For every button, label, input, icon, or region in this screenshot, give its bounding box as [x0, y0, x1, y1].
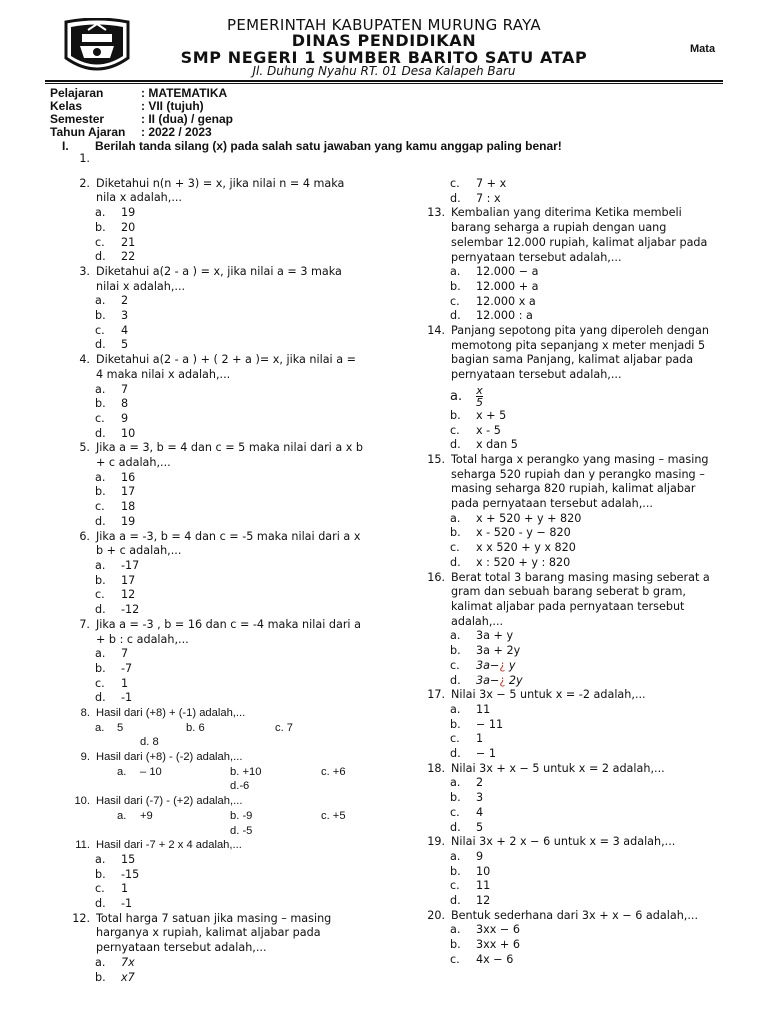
left-column: 1. 2. Diketahui n(n + 3) = x, jika nilai n = 4 maka nila x adalah,... a. 19 b. 20 c. 21 d. 22 3. Diketahui a(2 - a ) = x, jika nilai a = 3 maka nilai x adalah,... a. 2 b. 3 c. 4 d. 5 4. Diketahui a(2 - a ) + ( 2 + a )= x, jika nilai a = 4 maka nilai x adalah,... a. 7 b. 8 c. 9 d. 10 5. Jika a = 3, b = 4 dan c = 5 maka nilai dari a x b + c adalah,... a. 16 b. 17 c. 18 d. 19 6. Jika a = -3, b = 4 dan c = -5 maka nilai dari a x b + c adalah,... a. -17 b. 17 c. 12 d. -12 7. Jika a = -3 , b = 16 dan c = -4 maka nilai dari a + b : c adalah,... a. 7 b. -7 c. 1 d. -1 8. Hasil dari (+8) + (-1) adalah,... a. 5 b. 6 c. 7 d. 8 9. Hasil dari (+8) - (-2) adalah,... a. – 10 b. +10 c. +6 d.-6 10. Hasil dari (-7) - (+2) adalah,... a. +9 b. -9 c. +5 d. -5 11. Hasil dari -7 + 2 x 4 adalah,... a. 15 b. -15 c. 1 d. -1 12. Total harga 7 satuan jika masing – masing harganya x rupiah, kalimat aljabar pada pernyataan tersebut adalah,... a. 7x b. x7 [60, 152, 365, 985]
question-item: 1. [79, 152, 90, 165]
answer-option[interactable]: b. 8 [95, 397, 129, 411]
answer-option[interactable]: d. 7 : x [450, 191, 501, 205]
question-item: 3. Diketahui a(2 - a ) = x, jika nilai a = 3 maka nilai x adalah,... [79, 264, 342, 293]
answer-option[interactable]: d. 12 [450, 894, 491, 908]
answer-option[interactable]: a. $\frac{x}{5}$ [450, 383, 483, 409]
info-row: Tahun Ajaran : 2022 / 2023 [50, 125, 212, 139]
answer-option[interactable]: b. x - 520 - y − 820 [450, 526, 571, 540]
question-item: 2. Diketahui n(n + 3) = x, jika nilai n = 4 maka nila x adalah,... [79, 176, 345, 205]
answer-option[interactable]: c. 4 [95, 323, 129, 337]
answer-option[interactable]: c. 12 [95, 588, 136, 602]
answer-option[interactable]: d. x : 520 + y : 820 [450, 555, 571, 569]
answer-option[interactable]: a. 15 [95, 852, 136, 866]
answer-option[interactable]: c. 21 [95, 235, 136, 249]
answer-option[interactable]: d. 10 [95, 426, 136, 440]
question-item: 16. Berat total 3 barang masing masing seberat a gram dan sebuah barang seberat b gram, kalimat aljabar pada pernyataan tersebut adalah,... [427, 570, 710, 628]
answer-option[interactable]: b. x7 [95, 970, 135, 984]
answer-option[interactable]: c. 3a−¿ y [450, 658, 516, 672]
info-row: Pelajaran : MATEMATIKA [50, 86, 228, 100]
answer-option[interactable]: a. 7 [95, 647, 129, 661]
answer-option[interactable]: a. x + 520 + y + 820 [450, 511, 582, 525]
answer-option[interactable]: a. 11 [450, 702, 491, 716]
answer-option[interactable]: b. 17 [95, 485, 136, 499]
answer-option[interactable]: c. 1 [450, 732, 484, 746]
answer-option[interactable]: d. 3a−¿ 2y [450, 673, 523, 687]
answer-option[interactable]: b. -7 [95, 661, 133, 675]
answer-option[interactable]: a. 16 [95, 470, 136, 484]
answer-option[interactable]: c. 1 [95, 676, 129, 690]
answer-option[interactable]: d. 5 [450, 820, 484, 834]
answer-option[interactable]: b. − 11 [450, 717, 504, 731]
right-column [415, 177, 720, 968]
section-instruction: I. Berilah tanda silang (x) pada salah satu jawaban yang kamu anggap paling benar! [62, 139, 562, 153]
answer-option[interactable]: b. 10 [450, 864, 491, 878]
fraction: $\frac{x}{5}$ [476, 383, 483, 409]
question-item: 15. Total harga x perangko yang masing – masing seharga 520 rupiah dan y perangko masing – masing seharga 820 rupiah, kalimat aljabar pada pernyataan tersebut adalah,... [427, 452, 709, 511]
header-rule-thick [45, 80, 723, 82]
answer-option[interactable]: b. 17 [95, 573, 136, 587]
header-school: SMP NEGERI 1 SUMBER BARITO SATU ATAP [180, 48, 588, 67]
question-item: 5. Jika a = 3, b = 4 dan c = 5 maka nilai dari a x b + c adalah,... [79, 441, 364, 470]
answer-option[interactable]: a. 12.000 − a [450, 265, 539, 279]
question-item: 14. Panjang sepotong pita yang diperoleh dengan memotong pita sepanjang x meter menjadi 5 bagian sama Panjang, kalimat aljabar pada pernyataan tersebut adalah,... [427, 324, 709, 382]
answer-option[interactable]: b. x + 5 [450, 408, 507, 422]
inline-options: a. – 10 b. +10 c. +6 [117, 765, 346, 778]
answer-option[interactable]: b. 3 [95, 309, 129, 323]
question-item: 17. Nilai 3x − 5 untuk x = -2 adalah,... [427, 688, 646, 702]
answer-option[interactable]: d. 5 [95, 338, 129, 352]
answer-option[interactable]: b. 3xx + 6 [450, 938, 520, 952]
answer-option[interactable]: d. 19 [95, 514, 136, 528]
answer-option[interactable]: a. 2 [95, 294, 129, 308]
answer-option[interactable]: c. x x 520 + y x 820 [450, 541, 576, 555]
answer-option[interactable]: d. 12.000 : a [450, 309, 533, 323]
question-item: 12. Total harga 7 satuan jika masing – masing harganya x rupiah, kalimat aljabar pada pernyataan tersebut adalah,... [72, 911, 332, 955]
answer-option[interactable]: c. 18 [95, 500, 136, 514]
question-item: 10. Hasil dari (-7) - (+2) adalah,... [74, 795, 243, 808]
answer-option[interactable]: c. 4 [450, 805, 484, 819]
answer-option[interactable]: a. -17 [95, 558, 140, 572]
answer-option[interactable]: b. 3a + 2y [450, 644, 521, 658]
answer-option[interactable]: c. 7 + x [450, 177, 507, 190]
info-row: Kelas : VII (tujuh) [50, 99, 204, 113]
answer-option[interactable]: a. 3a + y [450, 629, 514, 643]
answer-option[interactable]: d. -1 [95, 897, 133, 911]
header-side-label: Mata [690, 43, 716, 55]
question-item: 6. Jika a = -3, b = 4 dan c = -5 maka nilai dari a x b + c adalah,... [79, 529, 361, 558]
answer-option[interactable]: c. 9 [95, 411, 129, 425]
answer-option[interactable]: a. 7x [95, 955, 135, 969]
answer-option[interactable]: b. 20 [95, 220, 136, 234]
answer-option[interactable]: d. − 1 [450, 747, 497, 761]
question-item: 11. Hasil dari -7 + 2 x 4 adalah,... [75, 839, 242, 852]
header-government: PEMERINTAH KABUPATEN MURUNG RAYA [227, 16, 541, 34]
inline-options: a. 5 b. 6 c. 7 [95, 721, 294, 734]
header-rule-thin [45, 83, 723, 84]
question-item: 4. Diketahui a(2 - a ) + ( 2 + a )= x, jika nilai a = 4 maka nilai x adalah,... [79, 353, 357, 381]
answer-option[interactable]: c. 4x − 6 [450, 952, 514, 966]
answer-option[interactable]: c. x - 5 [450, 423, 501, 437]
question-item: 7. Jika a = -3 , b = 16 dan c = -4 maka nilai dari a + b : c adalah,... [79, 617, 361, 646]
answer-option[interactable]: a. 7 [95, 382, 129, 396]
answer-option[interactable]: b. 3 [450, 791, 484, 805]
answer-option[interactable]: d. 22 [95, 250, 136, 264]
question-item: 19. Nilai 3x + 2 x − 6 untuk x = 3 adalah,... [427, 835, 676, 849]
answer-option[interactable]: a. 3xx − 6 [450, 923, 520, 937]
answer-option[interactable]: b. 12.000 + a [450, 279, 539, 293]
answer-option[interactable]: c. 11 [450, 879, 491, 893]
answer-option[interactable]: a. 9 [450, 849, 484, 863]
header-agency: DINAS PENDIDIKAN [291, 31, 477, 50]
answer-option[interactable]: d. x dan 5 [450, 438, 518, 452]
answer-option[interactable]: d. -12 [95, 603, 140, 617]
answer-option[interactable]: a. 19 [95, 206, 136, 220]
question-item: 20. Bentuk sederhana dari 3x + x − 6 adalah,... [427, 908, 699, 922]
answer-option[interactable]: a. 2 [450, 776, 484, 790]
answer-option[interactable]: c. 12.000 x a [450, 294, 536, 308]
answer-option[interactable]: b. -15 [95, 867, 140, 881]
answer-option[interactable]: d. -1 [95, 691, 133, 705]
answer-option[interactable]: c. 1 [95, 882, 129, 896]
header-address: Jl. Duhung Nyahu RT. 01 Desa Kalapeh Baru [252, 64, 516, 78]
question-item: 8. Hasil dari (+8) + (-1) adalah,... [80, 707, 246, 720]
inline-options: a. +9 b. -9 c. +5 [117, 809, 346, 822]
question-item: 18. Nilai 3x + x − 5 untuk x = 2 adalah,... [427, 761, 665, 775]
question-item: 9. Hasil dari (+8) - (-2) adalah,... [80, 751, 243, 764]
info-row: Semester : II (dua) / genap [50, 112, 233, 126]
question-item: 13. Kembalian yang diterima Ketika membeli barang seharga a rupiah dengan uang selembar 12.000 rupiah, kalimat aljabar pada pernyataan tersebut adalah,... [427, 206, 708, 264]
